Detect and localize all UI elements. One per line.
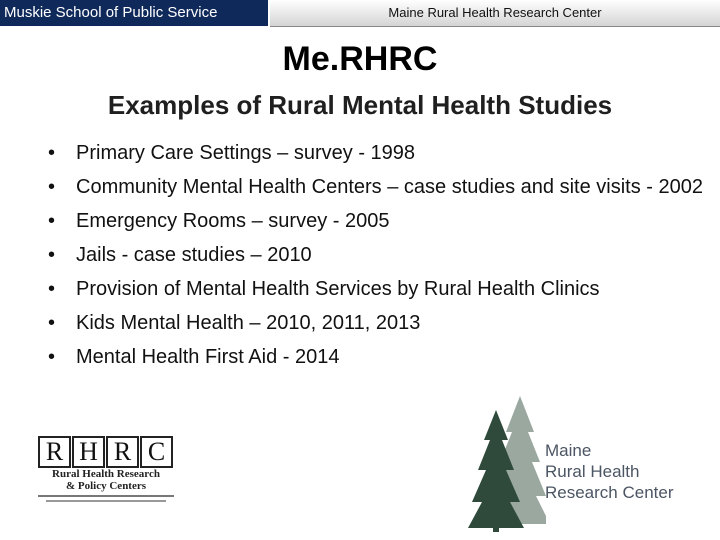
rhrc-logo-line2: & Policy Centers xyxy=(65,480,147,492)
list-item: • Primary Care Settings – survey - 1998 xyxy=(48,140,718,167)
list-item: • Community Mental Health Centers – case studies and site visits - 2002 xyxy=(48,174,718,201)
maine-rhrc-logo xyxy=(545,440,674,503)
list-item: • Jails - case studies – 2010 xyxy=(48,242,718,269)
rhrc-logo-line1: Rural Health Research xyxy=(52,468,160,480)
maine-logo-line2: Rural Health xyxy=(545,462,640,481)
rhrc-letter: R xyxy=(38,436,71,468)
list-item: • Kids Mental Health – 2010, 2011, 2013 xyxy=(48,310,718,337)
rhrc-fine-print xyxy=(38,495,174,497)
maine-logo-line3: Research Center xyxy=(545,483,674,502)
center-name: Maine Rural Health Research Center xyxy=(270,0,720,27)
rhrc-letter-boxes xyxy=(38,436,174,468)
rhrc-letter: H xyxy=(72,436,105,468)
rhrc-letter: R xyxy=(106,436,139,468)
slide-subtitle: Examples of Rural Mental Health Studies xyxy=(107,90,613,120)
list-item: • Emergency Rooms – survey - 2005 xyxy=(48,208,718,235)
slide-title: Me.RHRC xyxy=(282,40,438,78)
maine-logo-line1: Maine xyxy=(545,441,592,460)
rhrc-logo xyxy=(38,436,174,514)
pine-trees-icon xyxy=(446,392,546,532)
study-list xyxy=(48,140,718,378)
rhrc-letter: C xyxy=(140,436,173,468)
school-name: Muskie School of Public Service xyxy=(0,0,268,26)
header-bar xyxy=(0,0,720,26)
rhrc-fine-print xyxy=(46,500,166,502)
list-item: • Provision of Mental Health Services by Rural Health Clinics xyxy=(48,276,718,303)
list-item: • Mental Health First Aid - 2014 xyxy=(48,344,718,371)
